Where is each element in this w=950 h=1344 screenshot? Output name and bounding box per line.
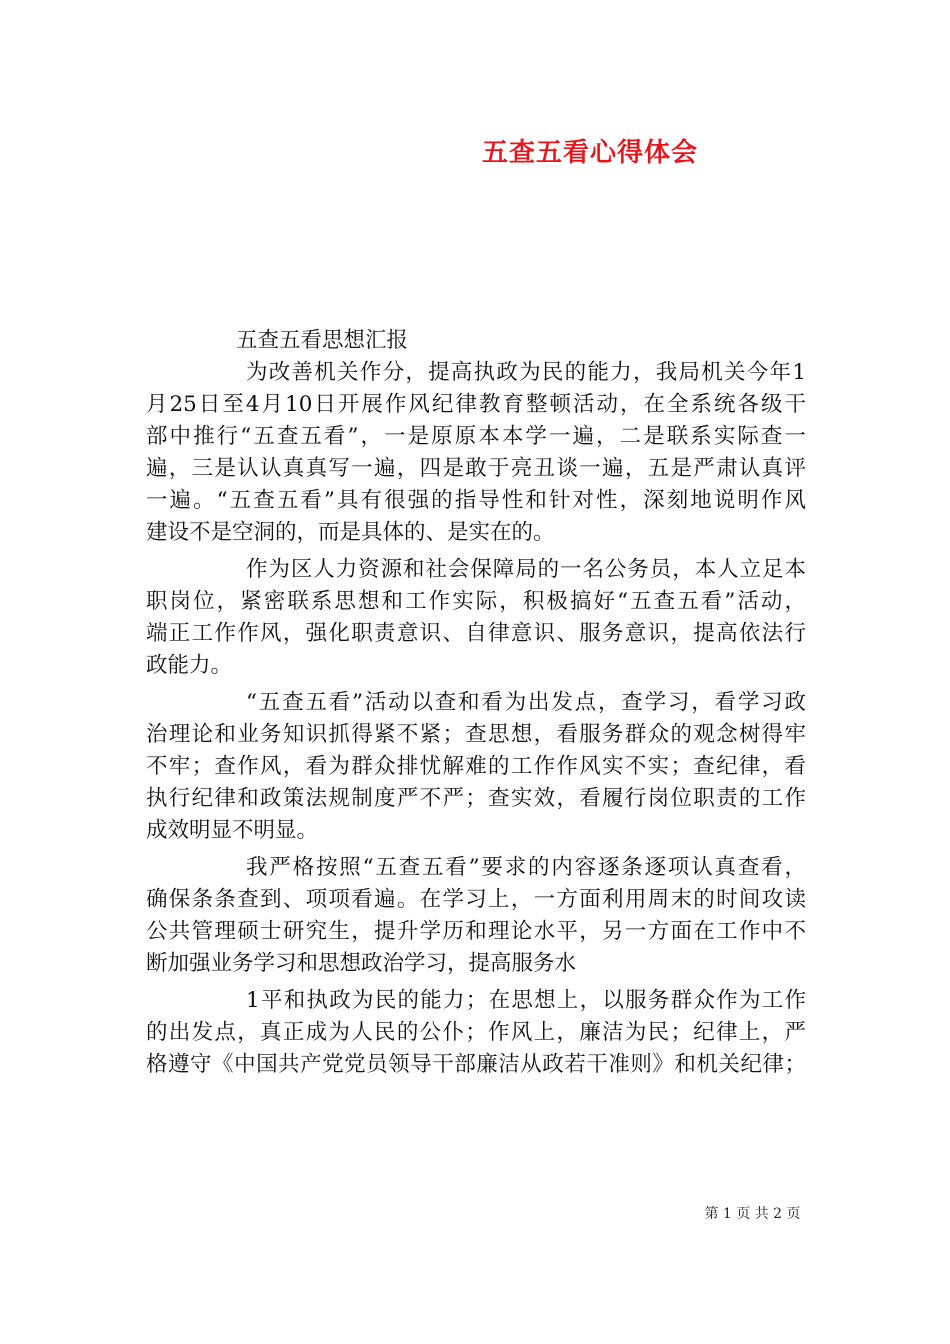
- paragraph-line: “五查五看”活动以查和看为出发点，查学习，看学习政: [246, 690, 806, 715]
- page-footer: 第 1 页 共 2 页: [704, 1206, 801, 1222]
- paragraph-4: [146, 852, 806, 980]
- paragraph-line: 断加强业务学习和思想政治学习，提高服务水: [146, 951, 577, 976]
- paragraph-1: [146, 357, 806, 549]
- paragraph-line: 治理论和业务知识抓得紧不紧；查思想，看服务群众的观念树得牢: [146, 722, 806, 747]
- paragraph-2: [146, 554, 806, 682]
- paragraph-line: 一遍。“五查五看”具有很强的指导性和针对性，深刻地说明作风: [146, 488, 806, 513]
- paragraph-line: 成效明显不明显。: [146, 818, 319, 843]
- paragraph-line: 的出发点，真正成为人民的公仆；作风上，廉洁为民；纪律上，严: [146, 1020, 806, 1045]
- paragraph-line: 不牢；查作风，看为群众排忧解难的工作作风实不实；查纪律，看: [146, 754, 806, 779]
- paragraph-line: 1平和执政为民的能力；在思想上，以服务群众作为工作: [246, 988, 806, 1013]
- paragraph-line: 我严格按照“五查五看”要求的内容逐条逐项认真查看，: [246, 855, 806, 880]
- paragraph-line: 公共管理硕士研究生，提升学历和理论水平，另一方面在工作中不: [146, 919, 806, 944]
- paragraph-line: 作为区人力资源和社会保障局的一名公务员，本人立足本: [246, 557, 806, 582]
- paragraph-line: 部中推行“五查五看”，一是原原本本学一遍，二是联系实际查一: [146, 424, 806, 449]
- paragraph-line: 遍，三是认认真真写一遍，四是敢于亮丑谈一遍，五是严肃认真评: [146, 456, 806, 481]
- paragraph-line: 政能力。: [146, 653, 233, 678]
- paragraph-line: 确保条条查到、项项看遍。在学习上，一方面利用周末的时间攻读: [146, 887, 806, 912]
- paragraph-line: 端正工作作风，强化职责意识、自律意识、服务意识，提高依法行: [146, 621, 806, 646]
- section-heading: 五查五看思想汇报: [236, 328, 409, 353]
- paragraph-line: 职岗位，紧密联系思想和工作实际，积极搞好“五查五看”活动，: [146, 589, 806, 614]
- paragraph-line: 格遵守《中国共产党党员领导干部廉洁从政若干准则》和机关纪律；: [146, 1052, 806, 1077]
- paragraph-line: 月25日至4月10日开展作风纪律教育整顿活动，在全系统各级干: [146, 392, 806, 417]
- document-title: 五查五看心得体会: [481, 138, 698, 168]
- paragraph-line: 为改善机关作分，提高执政为民的能力，我局机关今年1: [246, 360, 806, 385]
- paragraph-line: 建设不是空洞的，而是具体的、是实在的。: [146, 520, 555, 545]
- paragraph-5: [146, 985, 806, 1081]
- paragraph-line: 执行纪律和政策法规制度严不严；查实效，看履行岗位职责的工作: [146, 786, 806, 811]
- document-body: [146, 325, 806, 1081]
- paragraph-3: [146, 687, 806, 847]
